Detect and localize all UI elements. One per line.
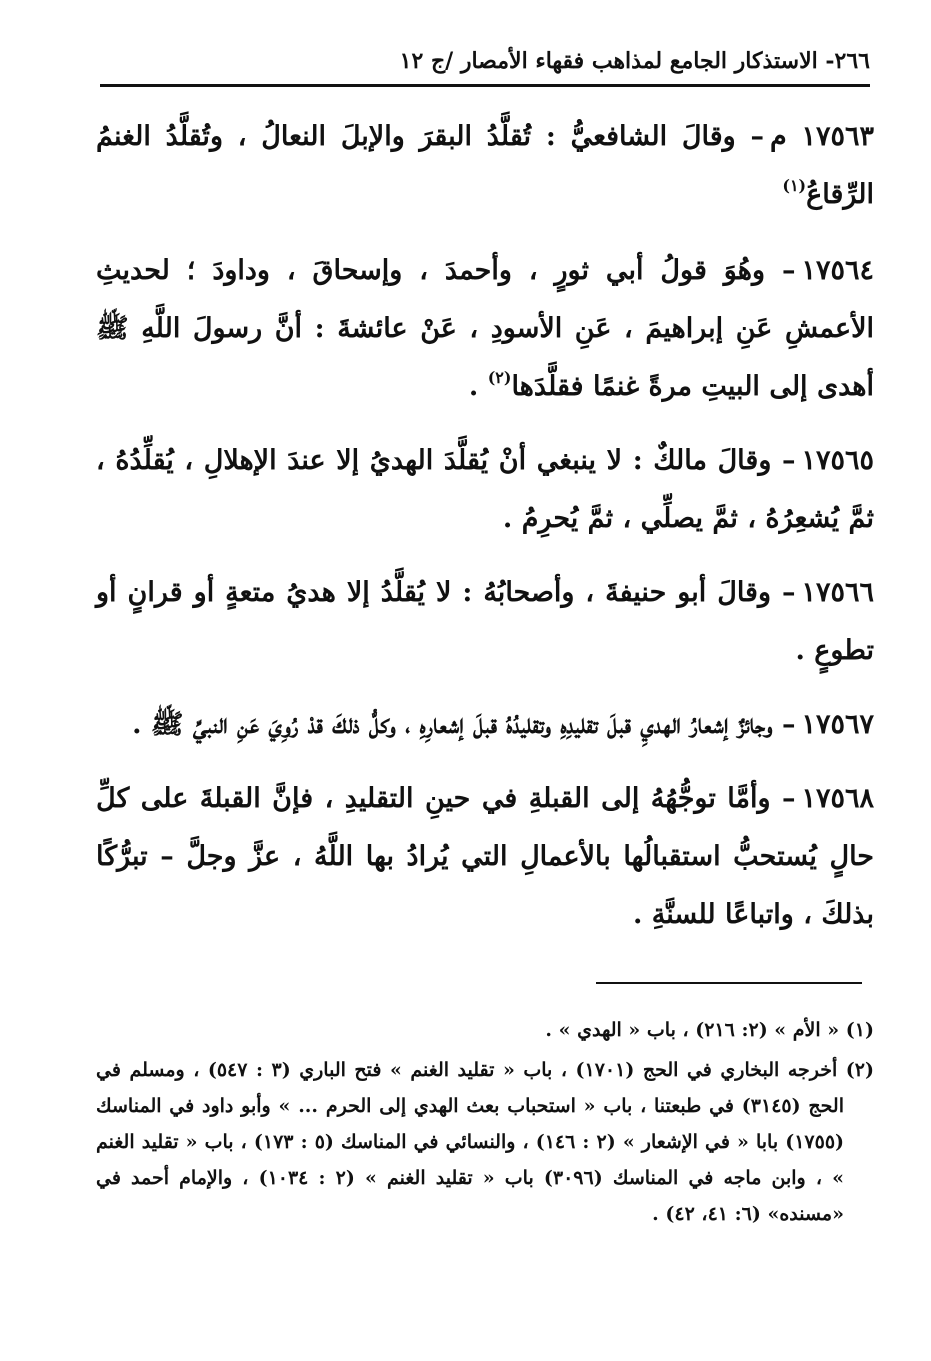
paragraph-text: – وجائزٌ إشعارُ الهديِ قبلَ تقليدِهِ وتقليدُهُ قبلَ إشعارِهِ ، وكلُّ ذلكَ قدْ رُوِيَ عَنِ النبيِّ ﷺ . [132,709,796,740]
paragraph-text: – وقالَ أبو حنيفةَ ، وأصحابُهُ : لا يُقلَّدُ إلا هديُ متعةٍ أو قرانٍ أو تطوعٍ . [96,577,874,666]
paragraph-number: ١٧٥٦٤ [801,255,874,286]
paragraph-text: – وهُوَ قولُ أبي ثورٍ ، وأحمدَ ، وإسحاقَ ، وداودَ ؛ لحديثِ الأعمشِ عَنِ إبراهيمَ ، عَنِ الأسودِ ، عَنْ عائشةَ : أنَّ رسولَ اللَّهِ ﷺ أهدى إلى البيتِ مرةً غنمًا فقلَّدَها [96,255,874,402]
main-text [96,108,874,960]
paragraph-17563 [96,108,874,224]
paragraph-number: ١٧٥٦٨ [801,783,874,814]
footnote-marker: (٢) [487,368,512,387]
footnote-divider [596,982,862,984]
footnote-2: (٢) أخرجه البخاري في الحج (١٧٠١) ، باب « تقليد الغنم » فتح الباري (٣ : ٥٤٧) ، ومسلم في الحج (٣١٤٥) في طبعتنا ، باب « استحباب بعث الهدي إلى الحرم ... » وأبو داود في المناسك (١٧٥٥) بابا « في الإشعار » (٢ : ١٤٦) ، والنسائي في المناسك (٥ : ١٧٣) ، باب « تقليد الغنم » ، وابن ماجه في المناسك (٣٠٩٦) باب « تقليد الغنم » (٢ : ١٠٣٤) ، والإمام أحمد في «مسنده» (٦: ٤١، ٤٢) . [96,1059,874,1225]
paragraph-17568 [96,770,874,944]
header-title: ٢٦٦- الاستذكار الجامع لمذاهب فقهاء الأمصار /ج ١٢ [399,48,870,74]
paragraph-text: – وأمَّا توجُّهُهُ إلى القبلةِ في حينِ التقليدِ ، فإنَّ القبلةَ على كلِّ حالٍ يُستحبُّ استقبالُها بالأعمالِ التي يُرادُ بها اللَّهُ ، عزَّ وجلَّ – تبرُّكًا بذلكَ ، واتباعًا للسنَّةِ . [96,783,874,930]
paragraph-17564 [96,242,874,416]
footnote-marker: (١) [782,176,807,195]
paragraph-17566 [96,564,874,680]
running-header [100,44,870,87]
paragraph-number: ١٧٥٦٧ [801,709,874,740]
paragraph-number: ١٧٥٦٥ [801,445,874,476]
paragraph-17565 [96,432,874,548]
paragraph-17567 [96,696,874,754]
footnote-1: (١) « الأم » (٢: ٢١٦) ، باب « الهدي » . [545,1019,874,1041]
paragraph-number: ١٧٥٦٦ [801,577,874,608]
paragraph-tail: . [468,371,488,402]
paragraph-text: – وقالَ الشافعيُّ : تُقلَّدُ البقرَ والإبلَ النعالُ ، وتُقلَّدُ الغنمُ الرِّقاعُ [96,121,874,210]
paragraph-number: ١٧٥٦٣ م [769,121,874,152]
paragraph-text: – وقالَ مالكٌ : لا ينبغي أنْ يُقلَّدَ الهديُ إلا عندَ الإهلالِ ، يُقلِّدُهُ ، ثمَّ يُشعِرُهُ ، ثمَّ يصلِّي ، ثمَّ يُحرِمُ . [96,445,874,534]
footnotes [96,1012,874,1236]
